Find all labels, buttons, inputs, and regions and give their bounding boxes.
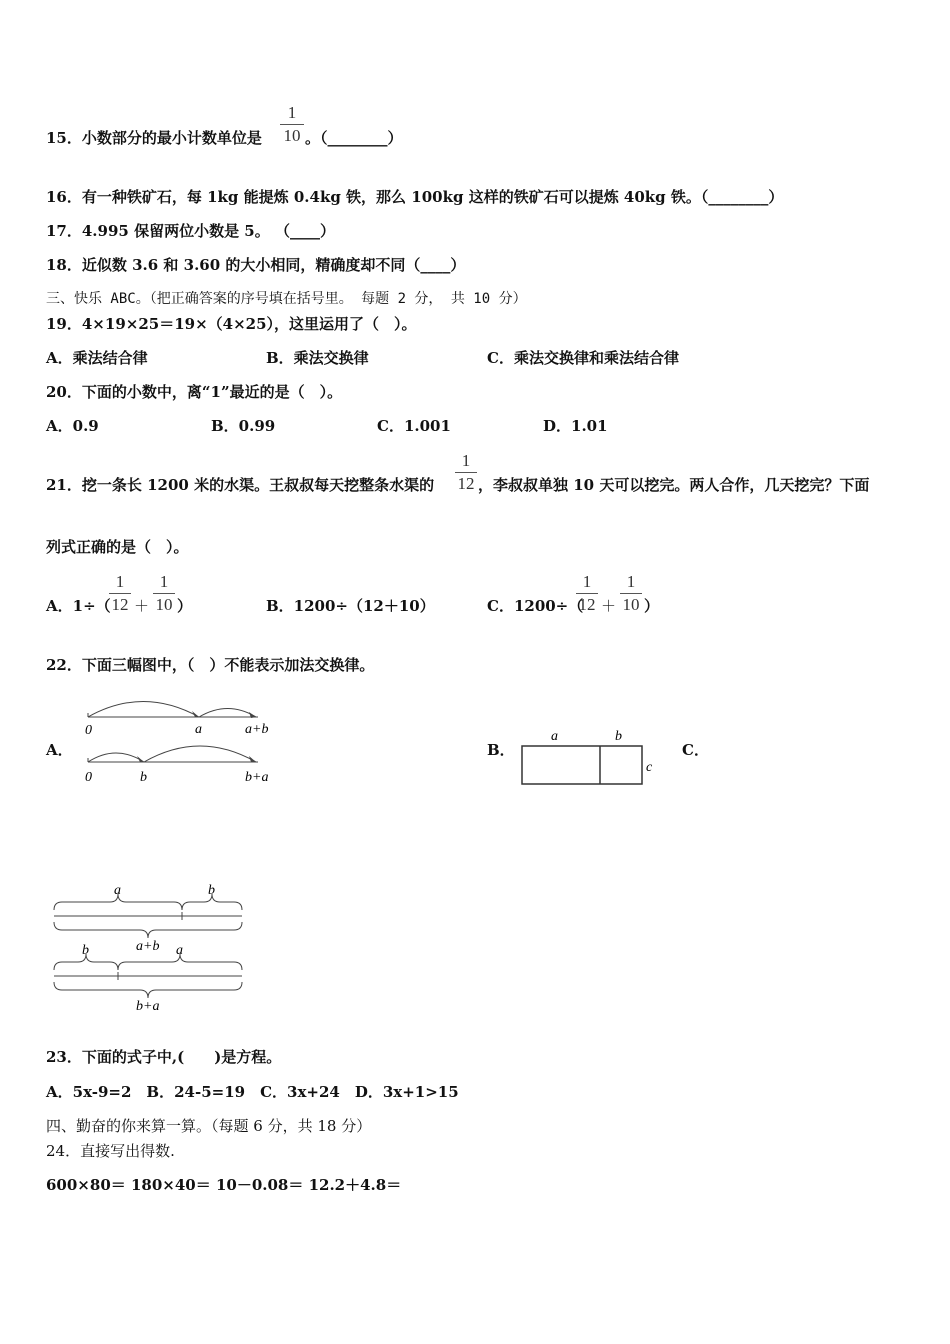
q22-text: 22．下面三幅图中，（ ）不能表示加法交换律。	[46, 656, 375, 674]
q21-option-c-frac1: 1 12	[576, 572, 598, 615]
q15-text: 15．小数部分的最小计数单位是	[46, 129, 262, 147]
q20-option-c[interactable]: C．1.001	[377, 417, 451, 435]
q21-option-c-plus: ＋	[601, 597, 617, 615]
q22-figure-b	[515, 722, 665, 794]
q21-option-a-close: ）	[177, 597, 193, 615]
q21-line2: 列式正确的是（ ）。	[46, 538, 189, 556]
figure-c-label-b-1: b	[208, 883, 215, 898]
figure-a-label-b: b	[140, 770, 147, 785]
figure-a-label-a: a	[195, 722, 202, 737]
section3-title: 三、快乐 ABC。（把正确答案的序号填在括号里。 每题 2 分， 共 10 分）	[46, 291, 527, 307]
q23-text: 23．下面的式子中,( )是方程。	[46, 1048, 282, 1066]
q22-option-a-label[interactable]: A．	[46, 741, 73, 759]
q21-option-c[interactable]: C．1200÷（	[487, 597, 584, 615]
q19-option-a[interactable]: A．乘法结合律	[46, 349, 148, 367]
q20-option-b[interactable]: B．0.99	[211, 417, 276, 435]
figure-c-label-a-1: a	[114, 883, 121, 898]
q21-option-c-close: ）	[644, 597, 660, 615]
q20-text: 20．下面的小数中，离“1”最近的是（ ）。	[46, 383, 343, 401]
q21-option-a-plus: ＋	[134, 597, 150, 615]
q19-option-b[interactable]: B．乘法交换律	[266, 349, 369, 367]
figure-a-label-apb: a+b	[245, 722, 269, 737]
figure-a-line2	[85, 746, 268, 785]
q19-option-c[interactable]: C．乘法交换律和乘法结合律	[487, 349, 679, 367]
q24-expressions: 600×80＝ 180×40＝ 10－0.08＝ 12.2＋4.8＝	[46, 1176, 402, 1194]
figure-b-label-b: b	[615, 729, 622, 744]
q20-option-a[interactable]: A．0.9	[46, 417, 99, 435]
q19-text: 19．4×19×25＝19×（4×25），这里运用了（ ）。	[46, 315, 417, 333]
q21-option-b[interactable]: B．1200÷（12＋10）	[266, 597, 435, 615]
q22-option-b-label[interactable]: B．	[487, 741, 515, 759]
section4-title: 四、勤奋的你来算一算。（每题 6 分，共 18 分）	[46, 1117, 372, 1135]
figure-b-label-c: c	[646, 760, 653, 775]
q21-option-a-frac1: 1 12	[109, 572, 131, 615]
q17-text: 17．4.995 保留两位小数是 5。 （____）	[46, 222, 335, 240]
q22-option-c-label[interactable]: C．	[682, 741, 709, 759]
q16-text: 16．有一种铁矿石，每 1kg 能提炼 0.4kg 铁，那么 100kg 这样的铁矿石可以提炼 40kg 铁。（________）	[46, 188, 784, 206]
figure-a-line1	[85, 702, 268, 739]
q22-figure-a	[78, 692, 288, 792]
q18-text: 18．近似数 3.6 和 3.60 的大小相同，精确度却不同（____）	[46, 256, 466, 274]
q23-options[interactable]: A．5x-9=2 B．24-5=19 C．3x+24 D．3x+1>15	[46, 1083, 459, 1101]
q15-fraction: 1 10	[280, 103, 304, 146]
q21-option-a-frac2: 1 10	[153, 572, 175, 615]
figure-a-zero-2: 0	[85, 770, 92, 785]
q24-text: 24．直接写出得数.	[46, 1142, 175, 1160]
q15-answer-blank: 。（________）	[305, 129, 403, 147]
q20-option-d[interactable]: D．1.01	[543, 417, 608, 435]
figure-c-label-bpa: b+a	[136, 999, 160, 1014]
figure-b-label-a: a	[551, 729, 558, 744]
q22-figure-c	[48, 882, 253, 1017]
q21-option-c-frac2: 1 10	[620, 572, 642, 615]
q21-text-before: 21．挖一条长 1200 米的水渠。王叔叔每天挖整条水渠的	[46, 476, 435, 494]
q21-option-a[interactable]: A．1÷（	[46, 597, 111, 615]
q21-fraction: 1 12	[455, 451, 477, 494]
figure-b-rectangle	[522, 746, 642, 784]
figure-a-zero-1: 0	[85, 723, 92, 738]
figure-c-label-b-2: b	[82, 943, 89, 958]
figure-a-label-bpa: b+a	[245, 770, 269, 785]
figure-c-label-a-2: a	[176, 943, 183, 958]
figure-c-label-apb: a+b	[136, 939, 160, 954]
q21-text-after: ，李叔叔单独 10 天可以挖完。两人合作，几天挖完？下面	[478, 476, 870, 494]
